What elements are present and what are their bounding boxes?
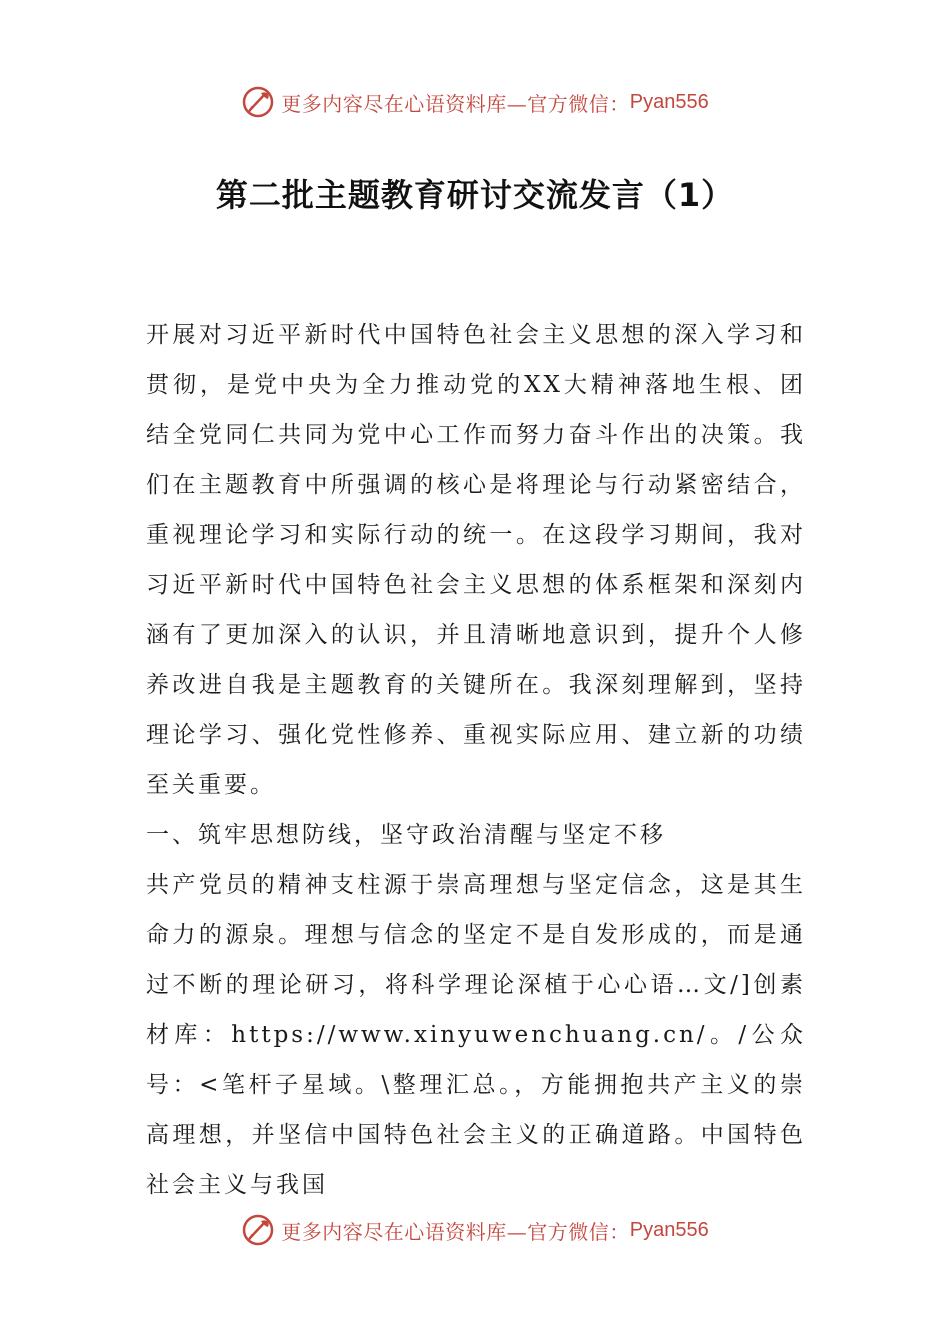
banner-text: 更多内容尽在心语资料库—官方微信： xyxy=(281,1219,630,1244)
quill-logo-icon xyxy=(241,1213,275,1247)
footer-watermark-banner xyxy=(0,1210,950,1250)
header-watermark-banner xyxy=(0,82,950,122)
paragraph-section-1: 共产党员的精神支柱源于崇高理想与坚定信念，这是其生命力的源泉。理想与信念的坚定不是自发形成的，而是通过不断的理论研习，将科学理论深植于心心语…文/]创素材库：https://www.xinyuwenchuang.cn/。/公众号：<笔杆子星域。\整理汇总。，方能拥抱共产主义的崇高理想，并坚信中国特色社会主义的正确道路。中国特色社会主义与我国 xyxy=(146,872,806,1198)
banner-text: 更多内容尽在心语资料库—官方微信： xyxy=(281,91,630,116)
section-heading-1: 一、筑牢思想防线，坚守政治清醒与坚定不移 xyxy=(146,822,666,848)
quill-logo-icon xyxy=(241,85,275,119)
paragraph-intro: 开展对习近平新时代中国特色社会主义思想的深入学习和贯彻，是党中央为全力推动党的XX大精神落地生根、团结全党同仁共同为党中心工作而努力奋斗作出的决策。我们在主题教育中所强调的核心是将理论与行动紧密结合，重视理论学习和实际行动的统一。在这段学习期间，我对习近平新时代中国特色社会主义思想的体系框架和深刻内涵有了更加深入的认识，并且清晰地意识到，提升个人修养改进自我是主题教育的关键所在。我深刻理解到，坚持理论学习、强化党性修养、重视实际应用、建立新的功绩至关重要。 xyxy=(146,322,806,798)
document-body xyxy=(146,310,806,1210)
banner-wechat-id: Pyan556 xyxy=(629,1218,709,1241)
document-title: 第二批主题教育研讨交流发言（1） xyxy=(215,176,735,214)
banner-wechat-id: Pyan556 xyxy=(629,90,709,113)
